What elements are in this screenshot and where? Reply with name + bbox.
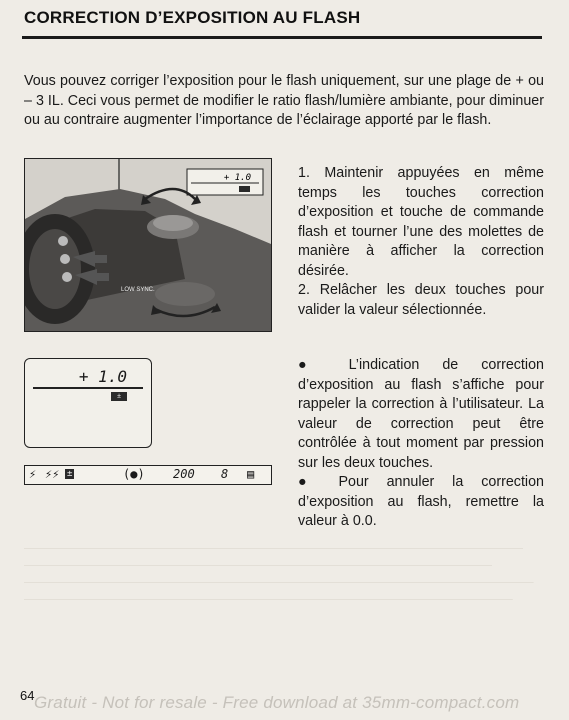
lcd-correction-value: + 1.0 [78, 367, 127, 386]
watermark-text: Gratuit - Not for resale - Free download at 35mm-compact.com [34, 693, 520, 712]
aperture-value: 8 [221, 467, 229, 481]
step-2: 2. Relâcher les deux touches pour valider la valeur sélectionnée. [298, 282, 544, 318]
flash-compensation-badge: ± [67, 469, 73, 479]
lcd-inset [24, 358, 152, 448]
viewfinder-display [24, 465, 272, 485]
focus-indicator-icon: (●) [123, 467, 145, 481]
camera-drawing [25, 159, 271, 331]
top-lcd-value: + 1.0 [223, 173, 251, 183]
reverse-page-bleedthrough [24, 540, 544, 608]
camera-illustration [24, 158, 272, 332]
title-underline [22, 36, 542, 39]
step-1: 1. Maintenir appuyées en même temps les touches correction d’exposition et touche de commande flash et tourner l’une des molettes de manière à afficher la correction désirée. [298, 165, 544, 279]
note-2: ● Pour annuler la correction d’exposition au flash, remettre la valeur à 0.0. [298, 474, 544, 529]
flash-compensation-icon: ± [111, 392, 127, 401]
page-number: 64 [20, 688, 35, 703]
metering-mode-icon: ▤ [247, 467, 255, 481]
lcd-underline [33, 387, 143, 389]
page-title: CORRECTION D’EXPOSITION AU FLASH [24, 8, 361, 27]
intro-paragraph: Vous pouvez corriger l’exposition pour le flash uniquement, sur une plage de + ou – 3 IL. Ceci vous permet de modifier le ratio flash/lumière ambiante, pour diminuer ou au contraire augmenter l’importance de l’éclairage apporté par le flash. [24, 73, 544, 128]
note-1: ● L’indication de correction d’exposition au flash s’affiche pour rappeler la correction à l’utilisateur. La valeur de correction peut être contrôlée à tout moment par pression sur les deux touches. [298, 357, 544, 471]
notes-section [298, 356, 544, 532]
flash-ready-icon: ⚡ [29, 467, 37, 481]
camera-label: LOW SYNC. [121, 287, 155, 293]
flash-bracket-icon: ⚡⚡ [45, 467, 60, 481]
instruction-steps [298, 164, 544, 320]
shutter-speed-value: 200 [173, 467, 195, 481]
